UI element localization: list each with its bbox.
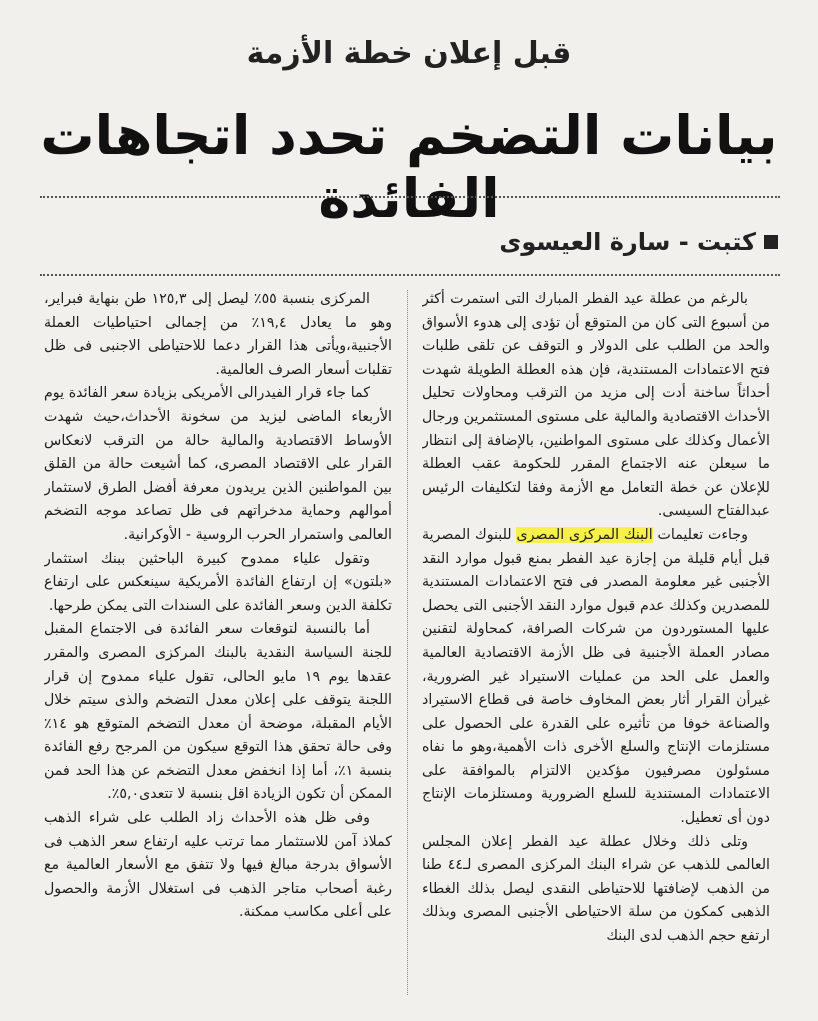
bullet-square-icon — [764, 235, 778, 249]
highlighted-text: البنك المركزى المصرى — [516, 526, 653, 543]
column-divider — [407, 290, 408, 995]
paragraph — [422, 524, 770, 831]
byline-text: كتبت - سارة العيسوى — [499, 228, 756, 256]
paragraph: وتقول علياء ممدوح كبيرة الباحثين ببنك استثمار «بلتون» إن ارتفاع الفائدة الأمريكية سينعكس على ارتفاع تكلفة الدين وسعر الفائدة على السندات التى يمكن طرحها. — [44, 550, 392, 614]
article-column-right — [422, 288, 770, 1000]
paragraph: وفى ظل هذه الأحداث زاد الطلب على شراء الذهب كملاذ آمن للاستثمار مما ترتب عليه ارتفاع سعر الذهب فى الأسواق بدرجة مبالغ فيها ولا تتفق مع الأسعار العالمية مع رغبة أصحاب متاجر الذهب فى استغلال الأزمة والحصول على أعلى مكاسب ممكنة. — [44, 810, 392, 921]
byline — [499, 228, 778, 256]
text-run: للبنوك المصرية قبل أيام قليلة من إجازة عيد الفطر بمنع قبول موارد النقد الأجنبى غير معلومة المصدر فى فتح الاعتمادات المستندية للمصدرين وكذلك عدم قبول موارد النقد الأجنبى التى يحصل عليها المستوردون من شركات الصرافة، كمحاولة لتقنين مصادر العملة الأجنبية فى ظل الأزمة الاقتصادية العالمية والعمل على الحد من عمليات الاستيراد غير الضرورية، غيرأن القرار أثار بعض المخاوف خاصة فى قطاع الاستيراد والصناعة خوفا من تأثيره على القدرة على الحصول على مستلزمات الإنتاج والسلع الأخرى ذات الأهمية،وهو ما نفاه مسئولون مصرفيون مؤكدين الالتزام بالموافقة على الاعتمادات المستندية للسلع الضرورية ومستلزمات الإنتاج دون أى تعطيل. — [422, 526, 770, 827]
headline-rule — [40, 196, 780, 198]
article-column-left — [44, 288, 392, 1000]
main-headline: بيانات التضخم تحدد اتجاهات الفائدة — [40, 104, 778, 230]
paragraph: كما جاء قرار الفيدرالى الأمريكى بزيادة سعر الفائدة يوم الأربعاء الماضى ليزيد من سخونة الأحداث،حيث شهدت الأوساط الاقتصادية والمالية حالة من الترقب لانعكاس القرار على الاقتصاد المصرى، كما أشيعت حالة من القلق بين المواطنين الذين يريدون معرفة أفضل الطرق لاستثمار أموالهم وحماية مدخراتهم فى ظل تصاعد موجه التضخم العالمى واستمرار الحرب الروسية - الأوكرانية. — [44, 385, 392, 543]
paragraph: أما بالنسبة لتوقعات سعر الفائدة فى الاجتماع المقبل للجنة السياسة النقدية بالبنك المركزى المصرى والمقرر عقدها يوم ١٩ مايو الحالى، تقول علياء ممدوح إن قرار اللجنة يتوقف على إعلان معدل التضخم والذى سيتم خلال الأيام المقبلة، موضحة أن معدل التضخم المتوقع هو ١٤٪ وفى حالة تحقق هذا التوقع سيكون من المرجح رفع الفائدة بنسبة ١٪، أما إذا انخفض معدل التضخم عن هذا الحد فمن الممكن أن تكون الزيادة اقل بنسبة لا تتعدى٥,٠٪. — [44, 621, 392, 803]
byline-rule — [40, 274, 780, 276]
paragraph: المركزى بنسبة ٥٥٪ ليصل إلى ١٢٥,٣ طن بنهاية فبراير، وهو ما يعادل ١٩,٤٪ من إجمالى احتياطيات العملة الأجنبية،ويأتى هذا القرار دعما للاحتياطى الاجنبى فى ظل تقلبات أسعار الصرف العالمية. — [44, 291, 392, 378]
text-run: وجاءت تعليمات — [652, 526, 748, 543]
paragraph: وتلى ذلك وخلال عطلة عيد الفطر إعلان المجلس العالمى للذهب عن شراء البنك المركزى المصرى لـ٤٤ طنا من الذهب لإضافتها للاحتياطى النقدى ليصل بذلك الغطاء الذهبى كمكون من سلة الاحتياطى الأجنبى المصرى وبذلك ارتفع حجم الذهب لدى البنك — [422, 833, 770, 945]
kicker-headline: قبل إعلان خطة الأزمة — [246, 36, 572, 71]
paragraph: بالرغم من عطلة عيد الفطر المبارك التى استمرت أكثر من أسبوع التى كان من المتوقع أن تؤدى إلى هدوء الأسواق والحد من الطلب على الدولار و التوقف عن تلقى طلبات فتح الاعتمادات المستندية، فإن هذه العطلة الطويلة شهدت أحداثاً ساخنة أدت إلى مزيد من الترقب ومحاولات تحليل الأحداث الاقتصادية والمالية على مستوى المستثمرين ورجال الأعمال وكذلك على مستوى المواطنين، بالإضافة إلى انتظار ما سيعلن عنه الاجتماع المقرر للحكومة عقب العطلة للإعلان عن خطة التعامل مع الأزمة وفقا لتكليفات الرئيس عبدالفتاح السيسى. — [422, 291, 770, 520]
